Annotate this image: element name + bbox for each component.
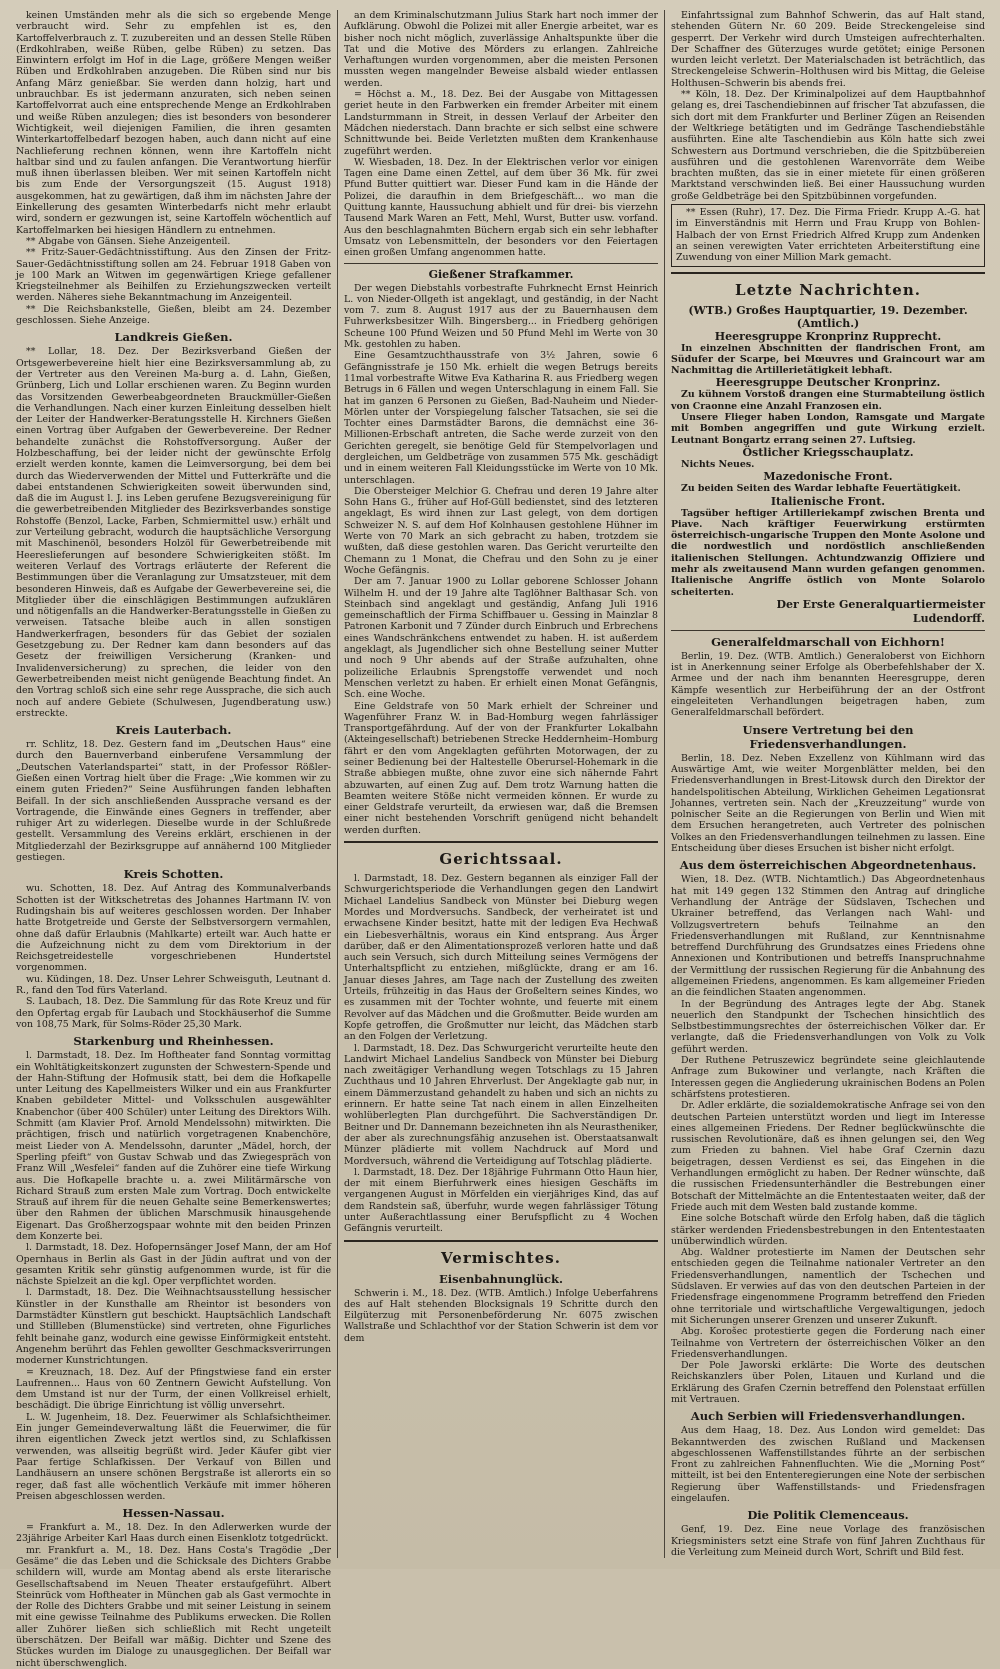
article-paragraph: Der am 7. Januar 1900 zu Lollar geborene Schlosser Johann Wilhelm H. und der 19 Jahre alte Taglöhner Balthasar Sch. von Steinbach sind angeklagt und geständig, Anfang Juli 1916 gemeinschaftlich der Firma Schiffbauer u. Gessing in Mainzlar 8 Patronen Karbonit und 7 Zünder durch Einbruch und Erbrechens eines Wandschränkchens entwendet zu haben. H. ist außerdem angeklagt, als Jugendlicher sich ohne Bestellung seiner Mutter und noch 9 Uhr abends auf der Straße aufzuhalten, ohne polizeiliche Erlaubnis Sprengstoffe verwendet und noch Menschen verletzt zu haben. Er erhielt einen Monat Gefängnis, Sch. eine Woche. [344,576,658,701]
article-paragraph: ** Fritz-Sauer-Gedächtnisstiftung. Aus den Zinsen der Fritz-Sauer-Gedächtnisstiftung sollen am 24. Februar 1918 Gaben von je 100 Mark an Witwen im gegenwärtigen Kriege gefallener Kriegsteilnehmer als Beihilfen zu Erziehungszwecken verteilt werden. Näheres siehe Bekanntmachung im Anzeigenteil. [16,247,331,304]
article-paragraph: Abg. Waldner protestierte im Namen der Deutschen sehr entschieden gegen die Teilnahme nationaler Vertreter an den Friedensverhandlungen, namentlich der Tschechen und Südslaven. Er verwies auf das von den deutschen Parteien in der Friedensfrage eingenommene Programm betreffend den Frieden ohne territoriale und wirtschaftliche Vergewaltigungen, jedoch mit Sicherungen unserer Grenzen und unserer Zukunft. [671,1247,985,1326]
article-paragraph: Zu kühnem Vorstoß drangen eine Sturmabteilung östlich von Craonne eine Anzahl Franzosen ein. [671,389,985,412]
article-paragraph: = Kreuznach, 18. Dez. Auf der Pfingstwiese fand ein erster Laufrennen... Haus von 60 Zentnern Gewicht Aufstellung. Von dem Umstand ist nur der Turm, der einen Vollkreisel erhielt, beschädigt. Die übrige Einrichtung ist völlig unversehrt. [16,1366,331,1412]
column-right [664,10,991,1558]
article-paragraph: Schwerin i. M., 18. Dez. (WTB. Amtlich.) Infolge Ueberfahrens des auf Halt stehenden Blocksignals 19 Schritte durch den Eilgüterzug mit Personenbeförderung Nr. 6075 zwischen Wallstraße und Schlachthof vor der Station Schwerin ist dem vor dem [344,1287,658,1344]
divider [344,263,658,264]
article-paragraph: l. Darmstadt, 18. Dez. Das Schwurgericht verurteilte heute den Landwirt Michael Landelius Sandbeck von Münster bei Dieburg nach zweitägiger Verhandlung wegen Totschlags zu 15 Jahren Zuchthaus und 10 Jahren Ehrverlust. Der Angeklagte gab nur, in einem Dämmerzustand gehandelt zu haben und sich an nichts zu erinnern. Er hatte seine Tat nach einem in allen Einzelheiten wohlüberlegten Plan durchgeführt. Die Sachverständigen Dr. Beitner und Dr. Dannemann bezeichneten ihn als Neurastheniker, der aber als zurechnungsfähig anzusehen ist. Oberstaatsanwalt Münzer plädierte mit vollem Nachdruck auf Mord und Mordversuch, während die Verteidigung auf Totschlag plädierte. [344,1042,658,1167]
article-paragraph: Eine solche Botschaft würde den Erfolg haben, daß die täglich stärker werdenden Friedensbestrebungen in den Ententestaaten unüberwindlich würden. [671,1213,985,1247]
article-paragraph: keinen Umständen mehr als die sich so ergebende Menge verbraucht wird. Sehr zu empfehlen ist es, den Kartoffelverbrauch z. T. zuzubereiten und an dessen Stelle Rüben (Erdkohlraben, weiße Rüben, gelbe Rüben) zu setzen. Das Einwintern erfolgt im Hof in die Lage, größere Mengen weißer Rüben und Erdkohlraben anzugeben. Die Rüben sind nur bis Anfang März genießbar. Sie werden dann holzig, hart und unbrauchbar. Es ist jedermann anzuraten, sich neben seinen Kartoffelvorrat auch eine entsprechende Menge an Erdkohlraben und weiße Rüben anzulegen; dies ist besonders von besonderer Wichtigkeit, weil diejenigen Familien, die ihren gesamten Winterkartoffelbedarf bezogen haben, auch dann nicht auf eine Nachlieferung rechnen können, wenn ihre Kartoffeln nicht haltbar sind und zu faulen anfangen. Die Verantwortung hierfür muß ihnen überlassen bleiben. Wer mit seinen Kartoffeln nicht bis zum Ende der Versorgungszeit (15. August 1918) ausgekommen, hat zu gewärtigen, daß ihm im nächsten Jahre der Einkellerung des gesamten Winterbedarfs nicht mehr erlaubt wird, sondern er gezwungen ist, seine Kartoffeln wöchentlich auf Kartoffelmarken bei hiesigen Händlern zu entnehmen. [16,10,331,236]
divider [671,272,985,274]
subsection-heading: Östlicher Kriegsschauplatz. [742,445,914,459]
article-paragraph: Eine Gesamtzuchthausstrafe von 3½ Jahren, sowie 6 Gefängnisstrafe je 150 Mk. erhielt die wegen Betrugs bereits 11mal vorbestrafte Witwe Eva Katharina R. aus Friedberg wegen Betrugs in 6 Fällen und wegen Unterschlagung in einem Fall. Sie hat im ganzen 6 Personen zu Gießen, Bad-Nauheim und Nieder-Mörlen unter der Vorspiegelung falscher Tatsachen, sie sei die Tochter eines Darmstädter Barons, die demnächst eine 36-Millionen-Erbschaft antreten, die Sache werde zurzeit von den Gerichten geregelt, sie benötige Geld für Stempelvorlagen und dergleichen, um Geldbeträge von zusammen 575 Mk. geschädigt und in einem weiteren Fall Kleidungsstücke im Werte von 10 Mk. unterschlagen. [344,350,658,486]
section-heading: Die Politik Clemenceaus. [747,1508,909,1523]
signature-title: Der Erste Generalquartiermeister [776,597,985,611]
article-paragraph: an dem Kriminalschutzmann Julius Stark hart noch immer der Aufklärung. Obwohl die Polizei mit aller Energie arbeitet, war es bisher noch nicht möglich, zuverlässige Anhaltspunkte über die Tat und die Motive des Mörders zu erlangen. Zahlreiche Verhaftungen wurden vorgenommen, aber die meisten Personen mussten wegen mangelnder Beweise alsbald wieder entlassen werden. [344,10,658,89]
article-paragraph: Genf, 19. Dez. Eine neue Vorlage des französischen Kriegsministers setzt eine Strafe von fünf Jahren Zuchthaus für die Verleitung zum Meineid durch Wort, Schrift und Bild fest. [671,1524,985,1558]
article-paragraph: l. Darmstadt, 18. Dez. Hofopernsänger Josef Mann, der am Hof Opernhaus in Berlin als Gast in der Jüdin auftrat und von der gesamten Kritik sehr günstig aufgenommen wurde, ist für die nächste Spielzeit an die kgl. Oper verpflichtet worden. [16,1242,331,1288]
article-paragraph: l. Darmstadt, 18. Dez. Im Hoftheater fand Sonntag vormittag ein Wohltätigkeitskonzert zugunsten der Schwestern-Spende und der Hahn-Stiftung der Hofmusik statt, bei dem die Hofkapelle unter Leitung des Kapellmeisters Wilker und ein aus Frankfurter Knaben gebildeter Mittel- und Volksschulen ausgewählter Knabenchor (über 400 Schüler) unter Leitung des Direktors Wilh. Schmitt (am Klavier Prof. Arnold Mendelssohn) mitwirkten. Die prächtigen, frisch und natürlich vorgetragenen Knabenchöre, meist Lieder von A. Mendelssohn, darunter „Mädel, horch, der Sperling pfeift“ von Gustav Schwab und das Zwiegespräch von Franz Will „Wesfelei“ fanden auf die Zuhörer eine tiefe Wirkung aus. Die Hofkapelle brachte u. a. zwei Militärmärsche von Richard Strauß zum ersten Male zum Vortrag. Doch entwickelte Strauß auf ihrem für die neuen Gehalte seine Bemerkenswertes; über den Rahmen der üblichen Marschmusik hinausgehende Eigenart. Das Großherzogspaar wohnte mit den beiden Prinzen dem Konzerte bei. [16,1050,331,1242]
section-heading: Landkreis Gießen. [114,330,233,345]
section-heading: Gießener Strafkammer. [428,267,574,281]
article-paragraph: Unsere Flieger haben London, Ramsgate und Margate mit Bomben angegriffen und gute Wirkung erzielt. Leutnant Bongartz errang seinen 27. Luftsieg. [671,412,985,446]
article-paragraph: rr. Schlitz, 18. Dez. Gestern fand im „Deutschen Haus“ eine durch den Bauernverband einberufene Versammlung der „Deutschen Vaterlandspartei“ statt, in der Professor Rößler-Gießen einen Vortrag hielt über die Frage: „Wie kommen wir zu einem guten Frieden?“ Seine Ausführungen fanden lebhaften Beifall. In der sich anschließenden Aussprache versand es der Vortragende, die Einwände eines Gegners in treffender, aber ruhiger Art zu widerlegen. Dieselbe wurde in der Schlußrede gestellt. Versammlung des Vereins erklärt, erschienen in der Mitgliederzahl der Bezirksgruppe auf annähernd 100 Mitglieder gestiegen. [16,739,331,864]
article-paragraph: Eine Geldstrafe von 50 Mark erhielt der Schreiner und Wagenführer Franz W. in Bad-Homburg wegen fahrlässiger Transportgefährdung. Auf der von der Frankfurter Lokalbahn (Akteingesellschaft) betriebenen Strecke Heddernheim–Homburg fährt er den vom Angeklagten geführten Motorwagen, der zu seiner Bedienung bei der Haltestelle Oberursel-Hohemark in die Straße abbiegen mußte, ohne zuvor eine sich nähernde Fahrt abzuwarten, auf einen Zug auf. Dem trotz Warnung hatten die Beamten weitere Stöße nicht vermeiden können. Er wurde zu einer Geldstrafe verurteilt, da erwiesen war, daß die Bremsen einer nicht bestehenden Vorschrift genügend nicht behandelt werden durften. [344,700,658,836]
article-paragraph: Tagsüber heftiger Artilleriekampf zwischen Brenta und Piave. Nach kräftiger Feuerwirkung erstürmten österreichisch-ungarische Truppen den Monte Asolone und die nordwestlich und nordöstlich anschließenden italienischen Stellungen. Achtundzwanzig Offiziere und mehr als zweitausend Mann wurden gefangen genommen. Italienische Angriffe östlich von Monte Solarolo scheiterten. [671,507,985,598]
article-paragraph: mr. Frankfurt a. M., 18. Dez. Hans Costa's Tragödie „Der Gesäme“ die das Leben und die Schicksale des Dichters Grabbe schildern will, wurde am Montag abend als erste literarische Gesellschaftsabend im Neuen Theater erstaufgeführt. Albert Steinrück vom Hoftheater in München gab als Gast vermochte in der Rolle des Dichters Grabbe und mit seiner Leistung in seinem mit eine gewisse Teilnahme des Publikums erwecken. Die Rollen aller Zuhörer ließen sich schließlich mit Recht ungeteilt überschätzen. Der Beifall war mäßig. Dichter und Szene des Stückes wurden im Dialoge zu unausgeglichen. Der Beifall war nicht überschwenglich. [16,1544,331,1669]
section-heading: Generalfeldmarschall von Eichhorn! [711,634,945,649]
article-paragraph: In der Begründung des Antrages legte der Abg. Stanek neuerlich den Standpunkt der Tschechen hinsichtlich des Selbstbestimmungsrechtes der österreichischen Völker dar. Er verlangte, daß die Friedensverhandlungen von Volk zu Volk geführt werden. [671,998,985,1055]
section-heading: Kreis Schotten. [123,867,224,882]
column-middle [337,10,664,1558]
section-heading: Auch Serbien will Friedensverhandlungen. [690,1409,966,1424]
subsection-heading: Italienische Front. [770,494,886,508]
article-paragraph: l. Darmstadt, 18. Dez. Gestern begannen als einziger Fall der Schwurgerichtsperiode die Verhandlungen gegen den Landwirt Michael Landelius Sandbeck von Münster bei Dieburg wegen Mordes und Mordversuchs. Sandbeck, der verheiratet ist und erwachsene Kinder besitzt, hatte mit der ledigen Eva Hechwaß ein Liebesverhältnis, woraus ein Kind entsprang. Aus Ärger darüber, daß er den Alimentationsprozeß verloren hatte und daß auch sein Versuch, sich durch Mitteilung seines Vermögens der Unterhaltspflicht zu entziehen, mißglückte, drang er am 16. Januar dieses Jahres, am Tage nach der Zustellung des zweiten Urteils, frühzeitig in das Haus der Großeltern seines Kindes, wo es zusammen mit der Tochter wohnte, und feuerte mit einem Revolver auf das Mädchen und die Großmutter. Beide wurden am Kopfe getroffen, die Großmutter nur leicht, das Mädchen starb an den Folgen der Verletzung. [344,873,658,1043]
article-paragraph: Einfahrtssignal zum Bahnhof Schwerin, das auf Halt stand, stehenden Gütern Nr. 60 209. Beide Streckengeleise sind gesperrt. Der Verkehr wird durch Umsteigen aufrechterhalten. Der Schaffner des Güterzuges wurde getötet; einige Personen wurden leicht verletzt. Der Materialschaden ist beträchtlich, das Streckengeleise Schwerin–Holthusen wird bis Mittag, die Geleise Holthusen–Schwerin bis abends frei. [671,10,985,89]
divider [671,630,985,631]
article-paragraph: Nichts Neues. [681,458,755,470]
article-paragraph: Berlin, 19. Dez. (WTB. Amtlich.) Generaloberst von Eichhorn ist in Anerkennung seiner Erfolge als Oberbefehlshaber der X. Armee und der nach ihm benannten Heeresgruppe, deren Kämpfe wesentlich zur Herbeiführung der an der Ostfront eingeleiteten Verhandlungen beigetragen haben, zum Generalfeldmarschall befördert. [671,650,985,719]
article-paragraph: Abg. Korošec protestierte gegen die Forderung nach einer Teilnahme von Vertretern der österreichischen Völker an den Friedensverhandlungen. [671,1326,985,1360]
article-paragraph: Der wegen Diebstahls vorbestrafte Fuhrknecht Ernst Heinrich L. von Nieder-Ollgeth ist angeklagt, und geständig, in der Nacht vom 7. zum 8. August 1917 aus der zu Bauernhausen dem Fuhrwerksbesitzer Wilh. Bingersberg... in Friedberg gehörigen Scheune 100 Pfund Weizen und 50 Pfund Mehl im Werte von 30 Mk. gestohlen zu haben. [344,282,658,351]
article-paragraph: wu. Küdingen, 18. Dez. Unser Lehrer Schweisguth, Leutnant d. R., fand den Tod fürs Vaterland. [16,973,331,997]
subsection-heading: Mazedonische Front. [763,470,893,484]
article-paragraph: = Höchst a. M., 18. Dez. Bei der Ausgabe von Mittagessen geriet heute in den Farbwerken ein fremder Arbeiter mit einem Landsturmmann in Streit, in dessen Verlauf der Arbeiter den Mädchen niederstach. Dann brachte er sich selbst eine schwere Schnittwunde bei. Beide Verletzten mußten dem Krankenhause zugeführt werden. [344,89,658,157]
article-paragraph: ** Abgabe von Gänsen. Siehe Anzeigenteil. [26,235,231,247]
section-heading: Letzte Nachrichten. [735,280,921,299]
signature-name: Ludendorff. [912,611,985,625]
subsection-heading: Heeresgruppe Deutscher Kronprinz. [715,376,941,390]
article-paragraph: Der Ruthene Petruszewicz begründete seine gleichlautende Anfrage zum Bukowiner und verlangte, nach Kräften die Interessen gegen die Angliederung ukrainischen Bodens an Polen schärfstens protestieren. [671,1055,985,1100]
subsection-heading: Heeresgruppe Kronprinz Rupprecht. [714,329,942,343]
article-paragraph: Berlin, 18. Dez. Neben Exzellenz von Kühlmann wird das Auswärtige Amt, wie weiter Morgenblätter melden, bei den Friedensverhandlungen in Brest-Litowsk durch den Direktor der handelspolitischen Abteilung, Wirklichen Geheimen Legationsrat Johannes, vertreten sein. Nach der „Kreuzzeitung“ wurde von polnischer Seite an die Regierungen von Berlin und Wien mit dem Ersuchen herangetreten, auch Vertreter des polnischen Volkes an den Friedensverhandlungen teilnehmen zu lassen. Eine Entscheidung über dieses Ersuchen ist bisher nicht erfolgt. [671,752,985,855]
article-paragraph: S. Laubach, 18. Dez. Die Sammlung für das Rote Kreuz und für den Opfertag ergab für Laubach und Stockhäuserhof die Summe von 108,75 Mark, für Solms-Röder 25,30 Mark. [16,996,331,1030]
article-paragraph: In einzelnen Abschnitten der flandrischen Front, am Südufer der Scarpe, bei Mœuvres und Graincourt war am Nachmittag die Artillerietätigkeit lebhaft. [671,342,985,377]
article-paragraph: Zu beiden Seiten des Wardar lebhafte Feuertätigkeit. [681,483,961,495]
article-paragraph: l. Darmstadt, 18. Dez. Die Weihnachtsausstellung hessischer Künstler in der Kunsthalle am Rheintor ist besonders von Darmstädter Künstlern gut beschickt. Hauptsächlich Landschaft und Stillleben (Blumenstücke) sind vertreten, ohne Figurliches fehlt beinahe ganz, wodurch eine gewisse Einförmigkeit entsteht. Angenehm berührt das Fehlen gewollter Geschmacksverirrungen moderner Kunstrichtungen. [16,1287,331,1367]
article-paragraph: Die Obersteiger Melchior G. Chefrau und deren 19 Jahre alter Sohn Hans G., früher auf Hof-Güll bedienstet, sind des letzteren angeklagt, Es wird ihnen zur Last gelegt, von dem dortigen Schweizer N. S. auf dem Hof Kolnhausen gestohlene Hühner im Werte von 70 Mark an sich gebracht zu haben, trotzdem sie wußten, daß diese gestohlen waren. Das Gericht verurteilte den Chemann zu 1 Monat, die Chefrau und den Sohn zu je einer Woche Gefängnis. [344,485,658,576]
section-heading: Starkenburg und Rheinhessen. [73,1034,274,1049]
article-paragraph: Dr. Adler erklärte, die sozialdemokratische Anfrage sei von den deutschen Parteien unterstützt worden und liegt im Interesse eines allgemeinen Friedens. Der Redner beglückwünschte die russischen Revolutionäre, daß es ihnen gelungen sei, den Weg zum Frieden zu bahnen. Viel habe Graf Czernin dazu beigetragen, dessen Verdienst es sei, das Eingehen in die Verhandlungen ermöglicht zu haben. Der Redner wünschte, daß die russischen Friedensunterhändler die Bestrebungen einer Botschaft der Mittelmächte an die Ententestaaten weiter, daß der Friede auch mit dem Westen bald zustande komme. [671,1100,985,1213]
section-heading: Kreis Lauterbach. [115,723,232,738]
divider [344,841,658,843]
section-heading: Aus dem österreichischen Abgeordnetenhaus. [679,858,977,873]
dispatch-header: (WTB.) Großes Hauptquartier, 19. Dezember. (Amtlich.) [688,303,968,330]
article-paragraph: ** Lollar, 18. Dez. Der Bezirksverband Gießen der Ortsgewerbevereine hielt hier eine Bezirksversammlung ab, zu der Vertreter aus den Vereinen Ma-burg a. d. Lahn, Gießen, Grünberg, Lich und Lollar erschienen waren. Zu Beginn wurden das Vorsitzenden Gewerbeabgeordneten Brauckmüller-Gießen die Verhandlungen. Nach einer kurzen Einleitung desselben hielt der Leiter der Handwerker-Beratungsstelle H. Kirchners Gießen einen Vortrag über Aufgaben der Gewerbevereine. Der Redner behandelte zunächst die Rohstoffversorgung. Außer der Holzbeschaffung, bei der leider nicht der gewünschte Erfolg erzielt werden konnte, kamen die Leimversorgung, bei dem bei durch das Wiederverwenden der Mittel und Futterkräfte und die dabei entstandenen Schwierigkeiten soweit überwunden sind, daß die im August l. J. ins Leben gerufene Bezugsvereinigung für die gewerbetreibenden Mitglieder des Bezirksverbandes sonstige Rohstoffe (Benzol, Lacke, Farben, Schmiermittel usw.) erhält und zur Verteilung gebracht, wodurch die hauptsächliche Versorgung mit Maschinenöl, besonders Holzöl für Gewerbetreibende mit Heereslieferungen auf besondere Schwierigkeiten stößt. Im weiteren Verlauf des Vortrags erläuterte der Referent die Bestimmungen über die Veranlagung zur Umsatzsteuer, mit dem besonderen Hinweis, daß es Aufgabe der Gewerbevereine sei, die Mitglieder über die einschlägigen Bestimmungen aufzuklären und nötigenfalls an die Handwerker-Beratungsstelle in Gießen zu verweisen. Tatsache bleibe auch in allen sonstigen Handwerkerfragen, besonders für das Gebiet der sozialen Gesetzgebung zu. Der Redner kam dann besonders auf das Gesetz der freiwilligen Versicherung (Kranken- und Invalidenversicherung) zu sprechen, die leider von den Gewerbetreibenden meist nicht genügende Beachtung findet. An den Vortrag schloß sich eine sehr rege Aussprache, die sich auch noch auf andere Gebiete (Schulwesen, Jugendberatung usw.) erstreckte. [16,346,331,719]
article-paragraph: l. Darmstadt, 18. Dez. Der 18jährige Fuhrmann Otto Haun hier, der mit einem Bierfuhrwerk eines hiesigen Geschäfts im vergangenen August in Mörfelden ein vierjähriges Kind, das auf dem Randstein saß, überfuhr, wurde wegen fahrlässiger Tötung unter Außerachtlassung einer Berufspflicht zu 4 Wochen Gefängnis verurteilt. [344,1166,658,1235]
section-heading: Gerichtssaal. [439,850,563,869]
article-paragraph: L. W. Jugenheim, 18. Dez. Feuerwimer als Schlafsichtheimer. Ein junger Gemeindeverwaltung läßt die Feuerwimer, die für ihren eigentlichen Zweck jetzt wertlos sind, zu Schlafkissen verwenden, was allseitig begrüßt wird. Jeder Käufer gibt vier Paar fertige Schlafkissen. Der Verkauf von Billen und Landhäusern an unsere schönen Bergstraße ist allerorts ein so reger, daß fast alle wöchentlich Verkäufe mit immer höheren Preisen abgeschlossen werden. [16,1411,331,1502]
divider [344,1240,658,1242]
article-paragraph: ** Die Reichsbankstelle, Gießen, bleibt am 24. Dezember geschlossen. Siehe Anzeige. [16,303,331,327]
article-paragraph: wu. Schotten, 18. Dez. Auf Antrag des Kommunalverbands Schotten ist der Witkschetretas des Johannes Hartmann IV. von Rudingshain bis auf weiteres geschlossen worden. Der Inhaber hatte Brotgetreide und Gerste der Selbstversorgern vermahlen, ohne daß dafür Erlaubnis (Mahlkarte) erteilt war. Auch hatte er die Aufzeichnung nicht zu dem vom Direktorium in der Reichsgetreidestelle vorgeschriebenen Hundertstel vorgenommen. [16,883,331,974]
article-paragraph: = Frankfurt a. M., 18. Dez. In den Adlerwerken wurde der 23jährige Arbeiter Karl Haas durch einen Eisenklotz totgedrückt. [16,1522,331,1545]
article-paragraph: Der Pole Jaworski erklärte: Die Worte des deutschen Reichskanzlers über Polen, Litauen und Kurland und die Erklärung des Grafen Czernin betreffend den Polenstaat erfüllen mit Vertrauen. [671,1360,985,1405]
article-paragraph: Aus dem Haag, 18. Dez. Aus London wird gemeldet: Das Bekanntwerden des zwischen Rußland und Mackensen abgeschlossenen Waffenstillstandes führte an der serbischen Front zu zahlreichen Fahnenfluchten. Wie die „Morning Post“ mitteilt, ist bei den Ententeregierungen eine Note der serbischen Regierung über Waffenstillstands- und Friedensfragen eingelaufen. [671,1425,985,1505]
section-heading: Vermischtes. [441,1248,561,1267]
subsection-heading: Eisenbahnunglück. [439,1271,563,1286]
article-paragraph: ** Essen (Ruhr), 17. Dez. Die Firma Friedr. Krupp A.-G. hat im Einverständnis mit Herrn und Frau Krupp von Bohlen-Halbach der von Ernst Friedrich Alfred Krupp zum Andenken an seinen verewigten Vater errichteten Arbeiterstiftung eine Zuwendung von einer Million Mark gemacht. [676,207,980,264]
boxed-notice [671,204,985,266]
article-paragraph: ** Köln, 18. Dez. Der Kriminalpolizei auf dem Hauptbahnhof gelang es, drei Taschendiebinnen auf frischer Tat abzufassen, die sich dort mit dem Frankfurter und Berliner Zügen an Reisenden der Weltkriege betätigten und im Gedränge Taschendiebstähle ausführten. Eine alte Taschendiebin aus Köln hatte sich zwei Schwestern aus Dortmund verschrieben, die die Spitzbübereien ausführen und die gestohlenen Warenvorräte dem Weibe brachten mußten, das sie in einer mietete für einen größeren Marktstand verschwinden ließ. Bei einer Haussuchung wurden große Geldbeträge bei den Spitzbübinnen vorgefunden. [671,89,985,202]
section-heading: Unsere Vertretung bei den Friedensverhandlungen. [742,722,914,751]
column-left [10,10,337,1669]
section-heading: Hessen-Nassau. [122,1506,225,1521]
article-paragraph: W. Wiesbaden, 18. Dez. In der Elektrischen verlor vor einigen Tagen eine Dame einen Zettel, auf dem über 36 Mk. für zwei Pfund Butter quittiert war. Dieser Fund kam in die Hände der Polizei, die daraufhin in dem Briefgeschäft... wo man die Quittung kannte, Haussuchung abhielt und für drei- bis vierzehn Tausend Mark Waren an Fett, Mehl, Wurst, Butter usw. vorfand. Aus den beschlagnahmten Büchern ergab sich ein sehr lebhafter Umsatz von Lebensmitteln, der besonders vor den Feiertagen einen großen Umfang angenommen hatte. [344,156,658,259]
article-paragraph: Wien, 18. Dez. (WTB. Nichtamtlich.) Das Abgeordnetenhaus hat mit 149 gegen 132 Stimmen den Antrag auf dringliche Verhandlung der Anträge der Südslaven, Tschechen und Ukrainer betreffend, das Verlangen nach Wahl- und Vollzugsvertretern behufs Teilnahme an den Friedensverhandlungen mit Rußland, zur Kenntnisnahme betreffend Durchführung des Grundsatzes eines Friedens ohne Annexionen und Kontributionen und betreffs Inanspruchnahme der Vermittlung der russischen Regierung für die Anbahnung des allgemeinen Friedens, angenommen. Es kam allgemeiner Frieden an die feindlichen Staaten angenommen. [671,874,985,999]
